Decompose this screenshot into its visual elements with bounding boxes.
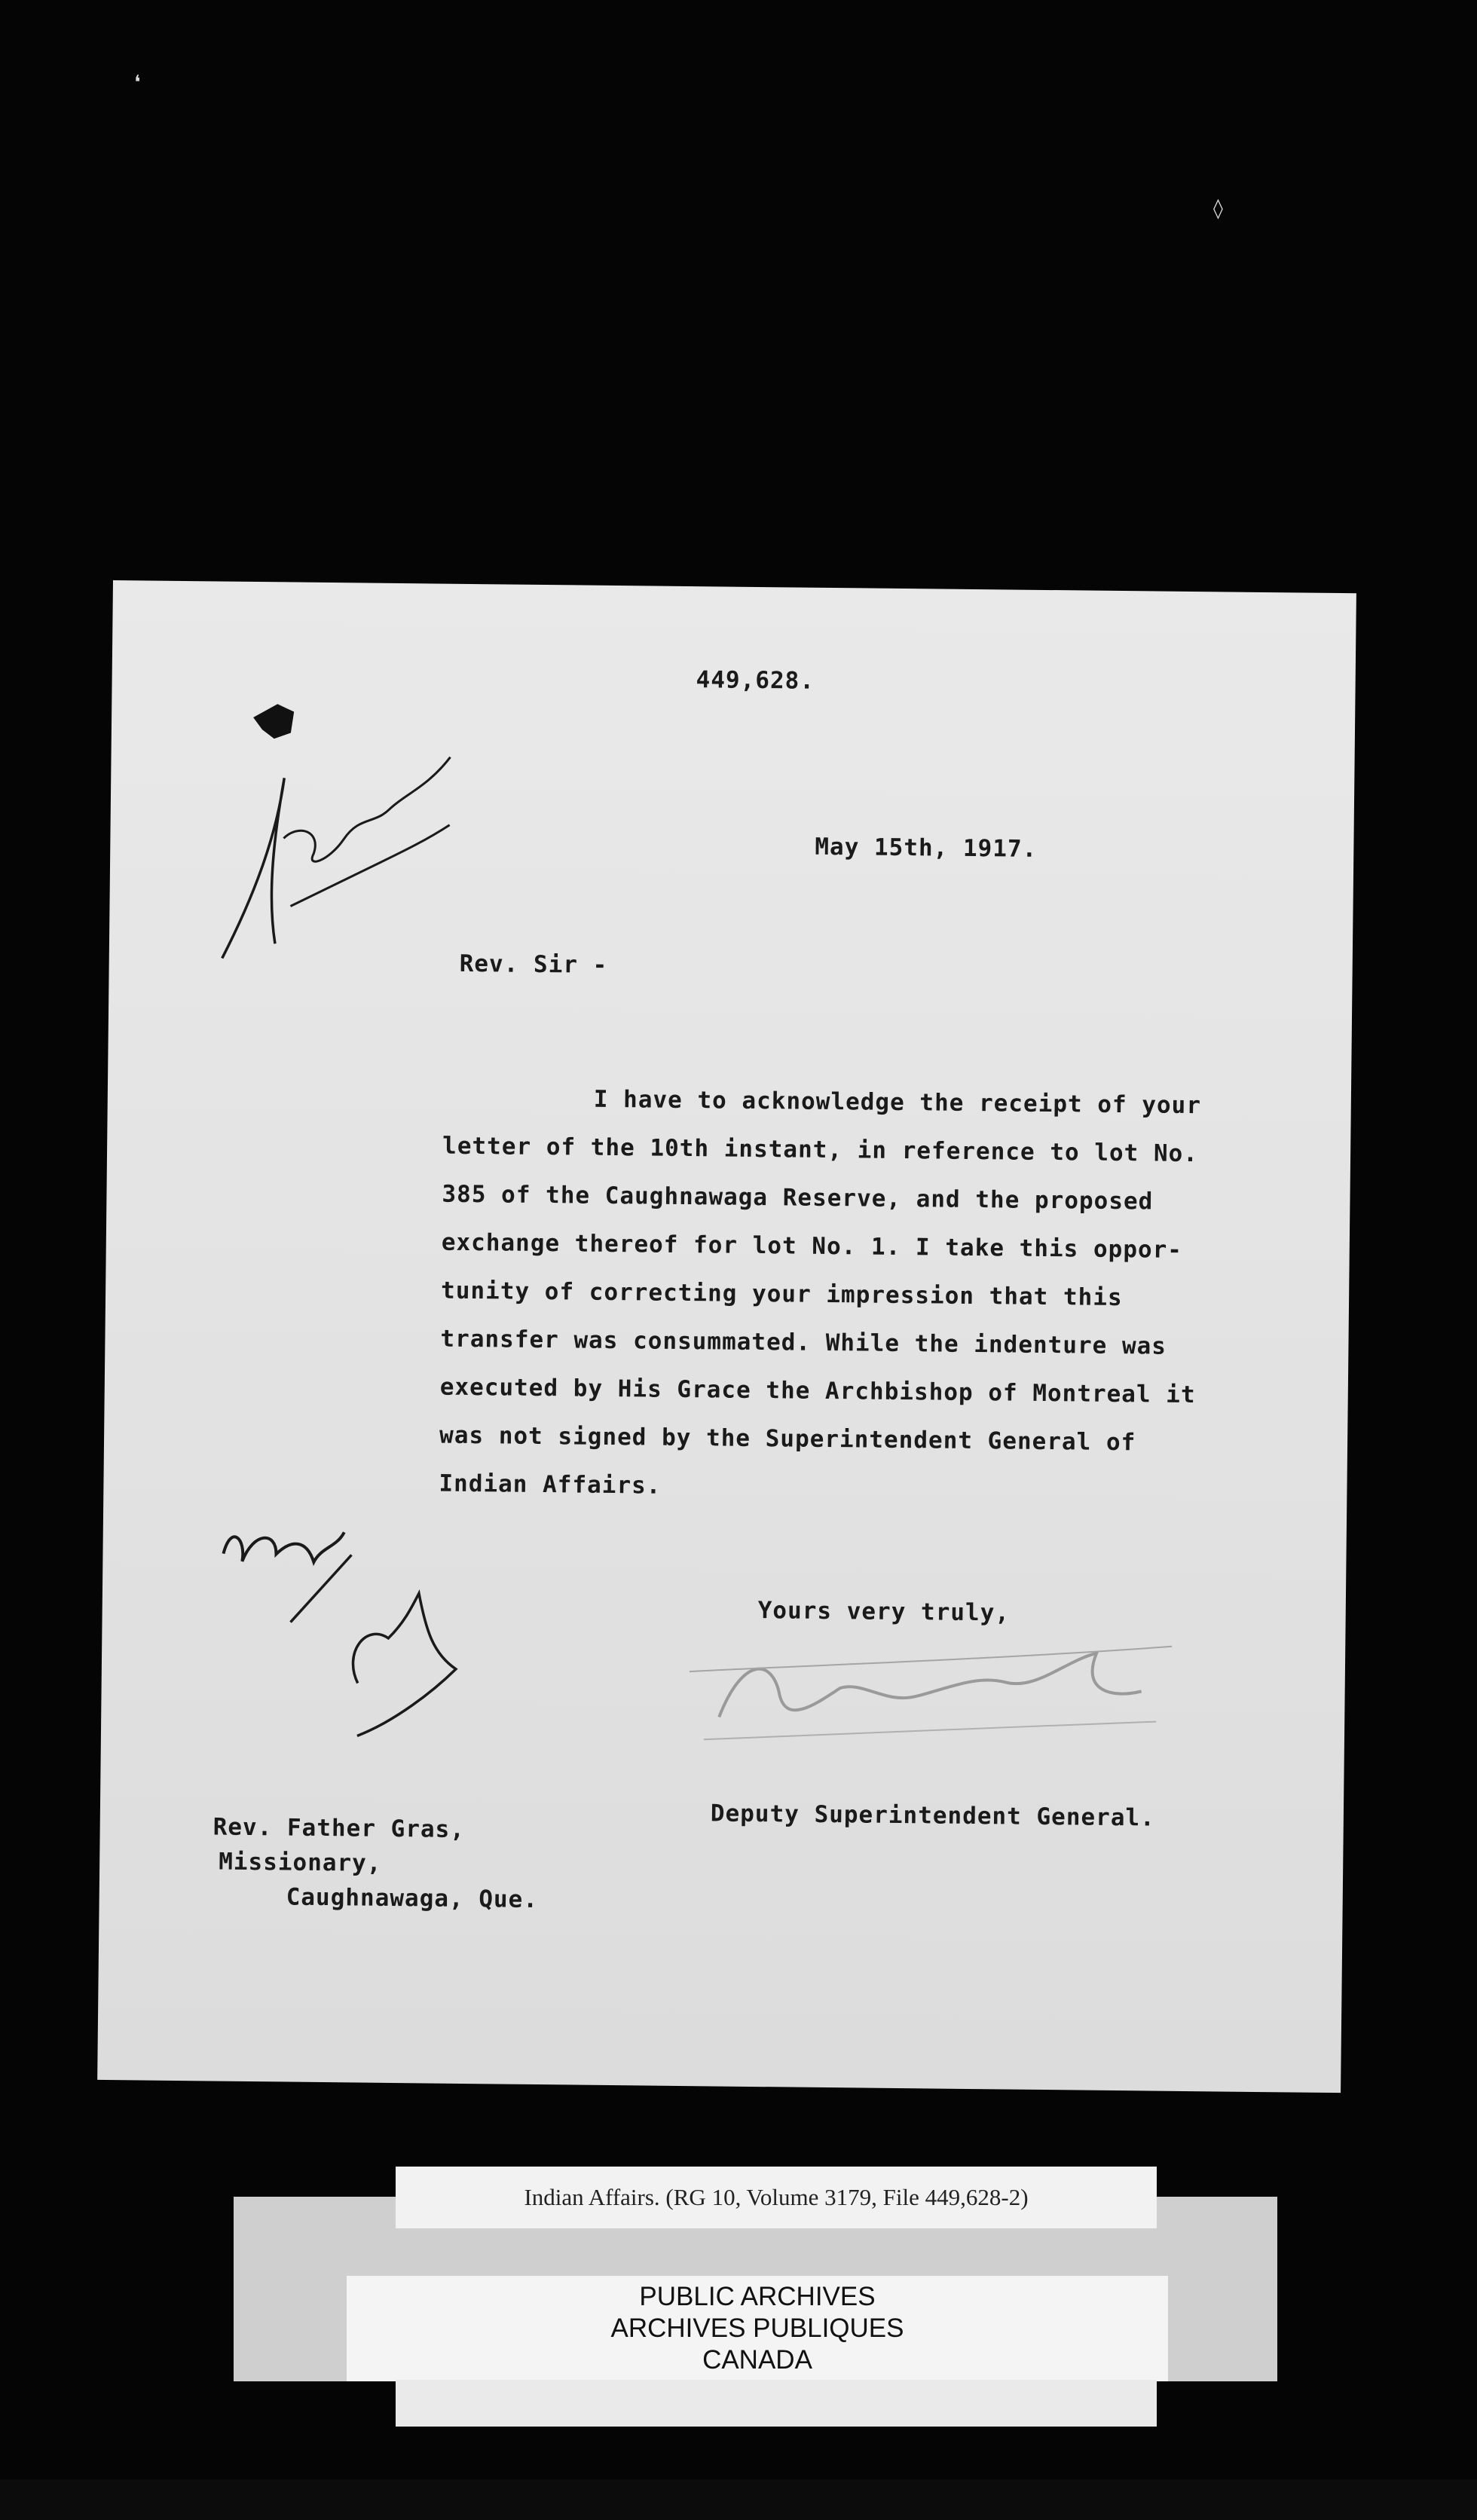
body-line: tunity of correcting your impression that this xyxy=(440,1277,1123,1312)
body-line: transfer was consummated. While the indenture was xyxy=(440,1325,1167,1360)
archive-line: ARCHIVES PUBLIQUES xyxy=(610,2314,904,2343)
archive-line: PUBLIC ARCHIVES xyxy=(639,2282,876,2311)
recipient-place: Caughnawaga, Que. xyxy=(286,1883,539,1914)
label-edge xyxy=(396,2380,1157,2427)
handwritten-initials xyxy=(206,1508,495,1752)
archive-reference xyxy=(396,2167,1157,2228)
letter-page xyxy=(97,580,1356,2093)
body-line: 385 of the Caughnawaga Reserve, and the proposed xyxy=(442,1180,1154,1216)
recipient-role: Missionary, xyxy=(219,1848,382,1877)
file-number: 449,628. xyxy=(696,666,815,695)
closing: Yours very truly, xyxy=(757,1597,1011,1627)
archive-line: CANADA xyxy=(702,2345,812,2375)
body-line: executed by His Grace the Archbishop of Montreal it xyxy=(439,1373,1196,1409)
archive-reference-text: Indian Affairs. (RG 10, Volume 3179, File 449,628-2) xyxy=(524,2184,1029,2210)
speck-mark: ◊ xyxy=(1213,197,1223,220)
recipient-address xyxy=(212,1809,539,1917)
speck-mark: ❛ xyxy=(134,72,141,94)
salutation: Rev. Sir - xyxy=(459,950,608,979)
signature xyxy=(689,1626,1173,1760)
signature-title: Deputy Superintendent General. xyxy=(710,1800,1155,1832)
body-line: letter of the 10th instant, in reference to lot No. xyxy=(442,1132,1199,1168)
handwritten-note xyxy=(199,709,488,983)
body-line: exchange thereof for lot No. 1. I take this oppor- xyxy=(441,1228,1183,1264)
body-line: was not signed by the Superintendent General of xyxy=(439,1421,1136,1457)
recipient-name: Rev. Father Gras, xyxy=(213,1813,466,1843)
body-line: I have to acknowledge the receipt of your xyxy=(593,1085,1202,1120)
archive-stamp xyxy=(347,2276,1168,2381)
letter-body xyxy=(439,1074,1201,1516)
letter-date: May 15th, 1917. xyxy=(815,833,1038,863)
body-line: Indian Affairs. xyxy=(439,1469,662,1500)
film-edge xyxy=(0,2479,1477,2520)
